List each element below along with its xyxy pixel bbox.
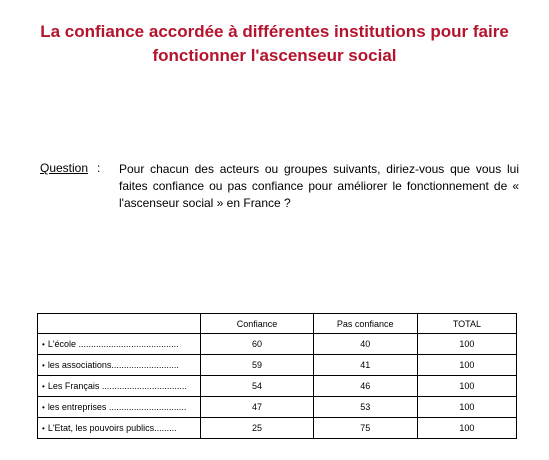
row-label-text: L'Etat, les pouvoirs publics......... — [47, 423, 177, 433]
cell-pas-confiance: 46 — [313, 376, 417, 397]
cell-confiance: 47 — [201, 397, 313, 418]
cell-pas-confiance: 41 — [313, 355, 417, 376]
row-label-text: L'école ........................................ — [47, 339, 179, 349]
cell-total: 100 — [417, 355, 516, 376]
cell-pas-confiance: 53 — [313, 397, 417, 418]
header-confiance: Confiance — [201, 314, 313, 334]
header-total: TOTAL — [417, 314, 516, 334]
title-line-1: La confiance accordée à différentes institutions pour faire — [40, 22, 509, 41]
page-title — [0, 20, 549, 68]
row-label-text: Les Français .................................. — [47, 381, 187, 391]
question-label: Question — [40, 161, 89, 175]
question-text: Pour chacun des acteurs ou groupes suivants, diriez-vous que vous lui faites confiance ou pas confiance pour améliorer le fonctionnement de « l'ascenseur social » en France ? — [119, 162, 519, 210]
table-header-row — [38, 314, 517, 334]
table-row — [38, 355, 517, 376]
bullet: • — [42, 403, 45, 412]
bullet: • — [42, 382, 45, 391]
row-label-text: les associations........................... — [47, 360, 179, 370]
row-label — [38, 376, 201, 397]
cell-pas-confiance: 40 — [313, 334, 417, 355]
title-line-2: fonctionner l'ascenseur social — [152, 46, 397, 65]
header-empty — [38, 314, 201, 334]
row-label — [38, 334, 201, 355]
cell-total: 100 — [417, 418, 516, 439]
table-row — [38, 418, 517, 439]
cell-total: 100 — [417, 376, 516, 397]
row-label — [38, 397, 201, 418]
cell-confiance: 59 — [201, 355, 313, 376]
bullet: • — [42, 340, 45, 349]
table-row — [38, 397, 517, 418]
cell-confiance: 25 — [201, 418, 313, 439]
bullet: • — [42, 424, 45, 433]
cell-total: 100 — [417, 334, 516, 355]
question-colon: : — [97, 161, 101, 175]
header-pas-confiance: Pas confiance — [313, 314, 417, 334]
row-label — [38, 355, 201, 376]
cell-confiance: 60 — [201, 334, 313, 355]
row-label-text: les entreprises ............................... — [47, 402, 187, 412]
cell-total: 100 — [417, 397, 516, 418]
results-table — [37, 313, 517, 439]
bullet: • — [42, 361, 45, 370]
cell-confiance: 54 — [201, 376, 313, 397]
cell-pas-confiance: 75 — [313, 418, 417, 439]
table-row — [38, 334, 517, 355]
row-label — [38, 418, 201, 439]
table-row — [38, 376, 517, 397]
